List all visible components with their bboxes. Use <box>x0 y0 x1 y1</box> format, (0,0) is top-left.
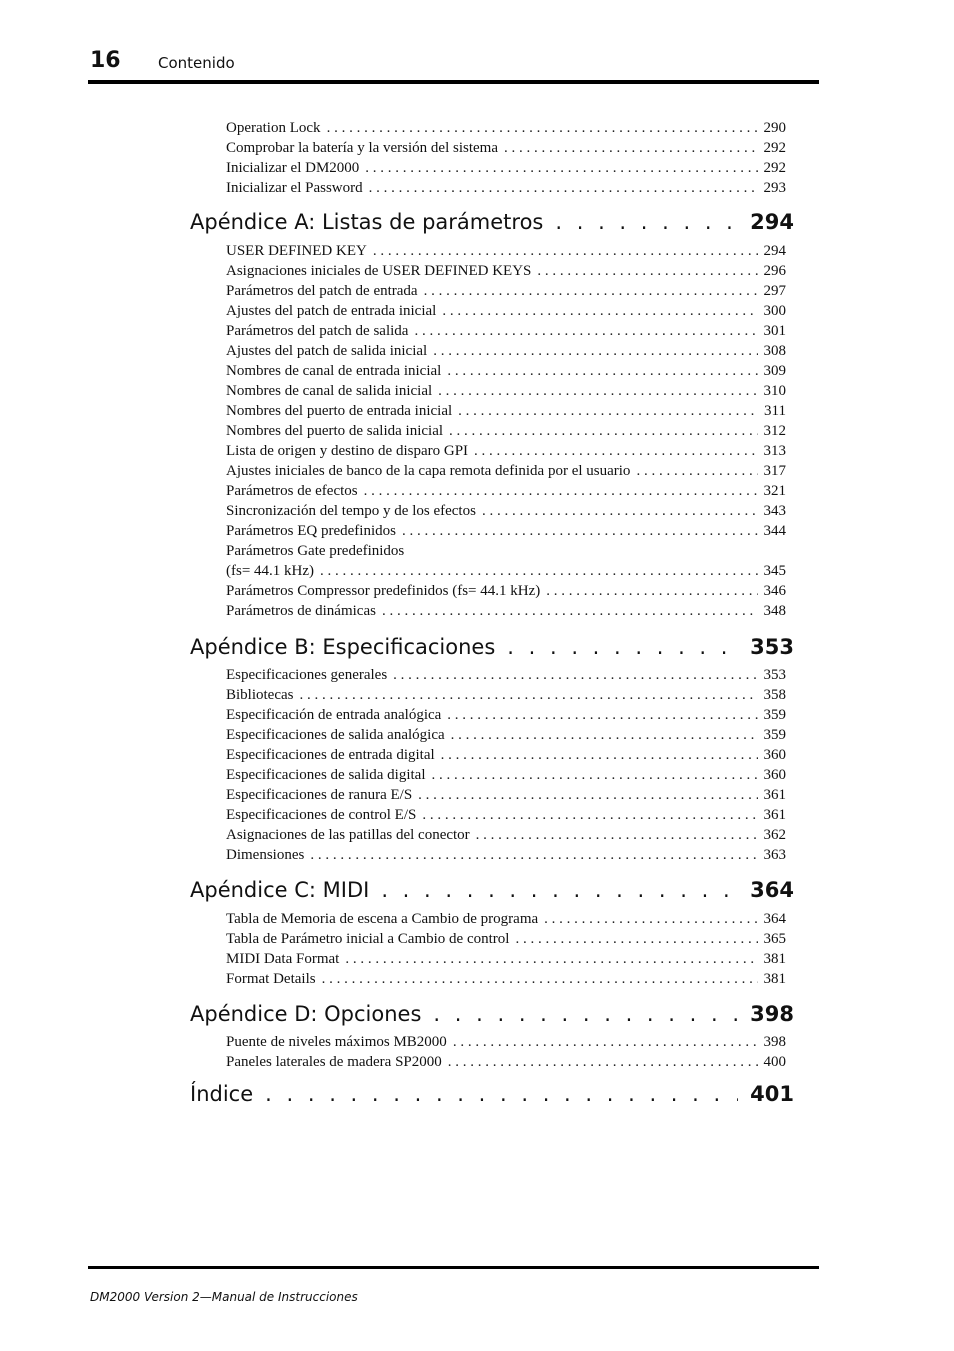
appendix-b-heading[interactable]: Apéndice B: Especificaciones . . . 353 <box>190 635 794 665</box>
toc-entry[interactable]: Tabla de Parámetro inicial a Cambio de control . . . 365 <box>226 929 786 949</box>
toc-entry[interactable]: Nombres de canal de entrada inicial . . . 309 <box>226 361 786 381</box>
toc-entry[interactable]: Sincronización del tempo y de los efectos . . . 343 <box>226 501 786 521</box>
toc-entry[interactable]: Nombres de canal de salida inicial . . . 310 <box>226 381 786 401</box>
toc-entry[interactable]: Nombres del puerto de salida inicial . . . 312 <box>226 421 786 441</box>
running-head: Contenido <box>158 54 235 72</box>
appendix-a-heading[interactable]: Apéndice A: Listas de parámetros . . . 294 <box>190 210 794 240</box>
toc-entry[interactable]: Especificaciones de salida digital . . . 360 <box>226 765 786 785</box>
page-number: 16 <box>90 48 121 73</box>
index-heading[interactable]: Índice . . . 401 <box>190 1082 794 1112</box>
toc-entry[interactable]: Especificación de entrada analógica . . . 359 <box>226 705 786 725</box>
continued-entries <box>226 118 786 198</box>
appendix-d-heading[interactable]: Apéndice D: Opciones . . . 398 <box>190 1002 794 1032</box>
toc-entry[interactable]: Asignaciones de las patillas del conector . . . 362 <box>226 825 786 845</box>
toc-entry[interactable]: Ajustes del patch de salida inicial . . . 308 <box>226 341 786 361</box>
toc-entry[interactable]: Ajustes del patch de entrada inicial . . . 300 <box>226 301 786 321</box>
toc-entry[interactable]: Nombres del puerto de entrada inicial . . . 311 <box>226 401 786 421</box>
toc-entry[interactable]: Especificaciones de ranura E/S . . . 361 <box>226 785 786 805</box>
toc-entry[interactable]: MIDI Data Format . . . 381 <box>226 949 786 969</box>
toc-entry[interactable]: Operation Lock . . . 290 <box>226 118 786 138</box>
toc-entry[interactable]: Dimensiones . . . 363 <box>226 845 786 865</box>
toc-entry[interactable]: Parámetros Compressor predefinidos (fs= 44.1 kHz) . . . 346 <box>226 581 786 601</box>
appendix-d-entries <box>226 1032 786 1072</box>
toc-entry[interactable]: USER DEFINED KEY . . . 294 <box>226 241 786 261</box>
toc-entry[interactable]: Bibliotecas . . . 358 <box>226 685 786 705</box>
toc-entry[interactable]: Parámetros del patch de entrada . . . 297 <box>226 281 786 301</box>
toc-entry[interactable]: Parámetros de dinámicas . . . 348 <box>226 601 786 621</box>
toc-entry[interactable]: Especificaciones de control E/S . . . 361 <box>226 805 786 825</box>
appendix-c-entries <box>226 909 786 989</box>
toc-entry[interactable]: (fs= 44.1 kHz) . . . 345 <box>226 561 786 581</box>
appendix-a-entries <box>226 241 786 621</box>
toc-entry[interactable]: Parámetros del patch de salida . . . 301 <box>226 321 786 341</box>
toc-entry[interactable]: Parámetros Gate predefinidos <box>226 543 405 559</box>
toc-entry[interactable]: Puente de niveles máximos MB2000 . . . 398 <box>226 1032 786 1052</box>
toc-entry[interactable]: Asignaciones iniciales de USER DEFINED KEYS . . . 296 <box>226 261 786 281</box>
page-header <box>90 44 819 84</box>
page-footer: DM2000 Version 2—Manual de Instrucciones <box>90 1290 358 1304</box>
toc-entry[interactable]: Ajustes iniciales de banco de la capa remota definida por el usuario . . . 317 <box>226 461 786 481</box>
toc-entry[interactable]: Inicializar el DM2000 . . . 292 <box>226 158 786 178</box>
toc-entry[interactable]: Comprobar la batería y la versión del sistema . . . 292 <box>226 138 786 158</box>
header-rule <box>88 80 819 84</box>
toc-entry[interactable]: Tabla de Memoria de escena a Cambio de programa . . . 364 <box>226 909 786 929</box>
appendix-b-entries <box>226 665 786 865</box>
appendix-c-heading[interactable]: Apéndice C: MIDI . . . 364 <box>190 878 794 908</box>
footer-rule <box>88 1266 819 1269</box>
toc-entry[interactable]: Especificaciones de salida analógica . . . 359 <box>226 725 786 745</box>
toc-entry[interactable]: Parámetros EQ predefinidos . . . 344 <box>226 521 786 541</box>
toc-entry[interactable]: Especificaciones generales . . . 353 <box>226 665 786 685</box>
toc-entry[interactable]: Format Details . . . 381 <box>226 969 786 989</box>
toc-entry[interactable]: Inicializar el Password . . . 293 <box>226 178 786 198</box>
toc-entry[interactable]: Paneles laterales de madera SP2000 . . . 400 <box>226 1052 786 1072</box>
toc-entry[interactable]: Lista de origen y destino de disparo GPI . . . 313 <box>226 441 786 461</box>
toc-entry[interactable]: Parámetros de efectos . . . 321 <box>226 481 786 501</box>
toc-entry[interactable]: Especificaciones de entrada digital . . . 360 <box>226 745 786 765</box>
